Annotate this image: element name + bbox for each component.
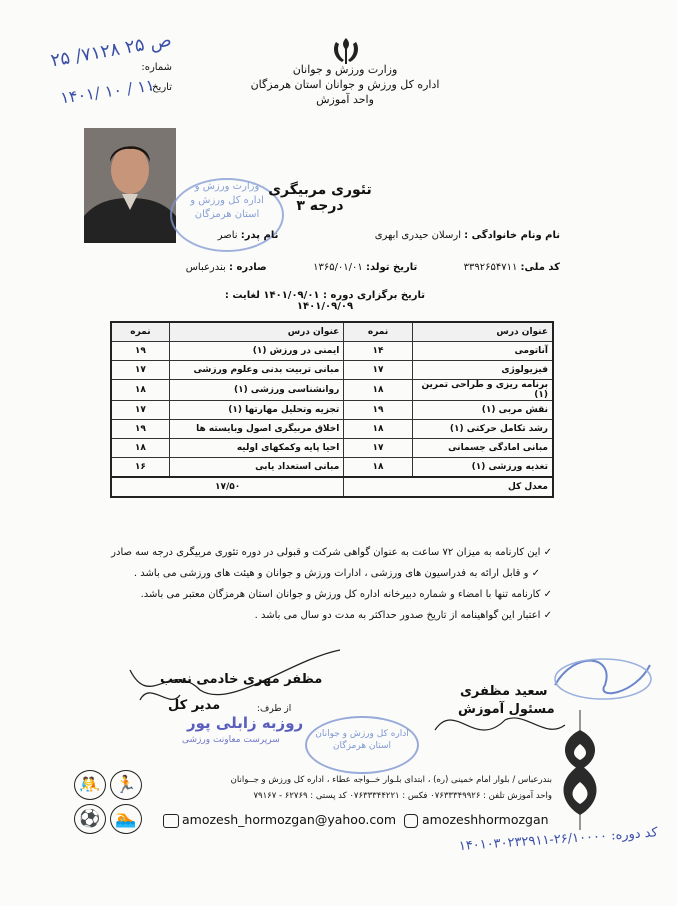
date-label: تاریخ: [148, 82, 172, 93]
wrestling-icon: 🤼 [74, 770, 106, 800]
grade-cell: ۱۷ [344, 439, 412, 458]
ministry-name: وزارت ورزش و جوانان [292, 63, 398, 76]
course-from: ۱۴۰۱/۰۹/۰۱ [263, 290, 320, 301]
email-contact[interactable] [163, 812, 396, 828]
email-icon [163, 814, 179, 828]
instagram-handle: amozeshhormozgan [422, 812, 549, 827]
director-name: مظفر مهری خادمی نسب [160, 672, 323, 687]
course-cell: فیزیولوژی [412, 361, 553, 380]
course-cell: تجزیه وتحلیل مهارتها (۱) [169, 401, 343, 420]
id-line [80, 262, 560, 273]
table-header-row [111, 322, 553, 342]
id-value: ۳۳۹۲۶۵۴۷۱۱ [463, 262, 518, 273]
course-cell: احیا پایه وکمکهای اولیه [169, 439, 343, 458]
course-code-number: ۲۶/۱۰۰۰۰-۱۴۰۱۰۳۰۲۳۲۹۱۱ [458, 828, 608, 855]
table-row [111, 458, 553, 478]
grade-cell: ۱۴ [344, 342, 412, 361]
unit-name: واحد آموزش [316, 93, 374, 106]
course-cell: مبانی تربیت بدنی وعلوم ورزشی [169, 361, 343, 380]
grade-cell: ۱۹ [111, 420, 169, 439]
birth-label: تاریخ تولد: [365, 262, 418, 273]
course-cell: رشد تکامل حرکتی (۱) [412, 420, 553, 439]
grade-cell: ۱۶ [111, 458, 169, 478]
football-icon: ⚽ [74, 804, 106, 834]
course-cell: برنامه ریزی و طراحی تمرین (۱) [412, 380, 553, 401]
course-date-line [205, 290, 445, 312]
stamp-blue-scribble [545, 645, 660, 705]
footer-contact: واحد آموزش تلفن : ۰۷۶۳۳۳۴۹۹۲۶ فکس : ۰۷۶۳۳۳۴۴۲۲۱ کد پستی : ۶۲۷۶۹ - ۷۹۱۶۷ [253, 791, 552, 801]
id-label: کد ملی: [520, 262, 560, 273]
father-value: ناصر [217, 230, 238, 241]
table-row [111, 361, 553, 380]
official-stamp-bottom [305, 716, 419, 774]
note-item: ✓ کارنامه تنها با امضاء و شماره دبیرخانه اداره کل ورزش و جوانان استان هرمزگان معتبر می باشد. [110, 584, 552, 605]
note-item: ✓ این کارنامه به میزان ۷۲ ساعت به عنوان گواهی شرکت و قبولی در دوره تئوری مربیگری درجه سه صادر [110, 542, 552, 563]
stamp-signer-name: روزبه زابلی پور [187, 714, 304, 732]
header-course-right: عنوان درس [412, 322, 553, 342]
grades-table [110, 321, 554, 498]
course-cell: تغذیه ورزشی (۱) [412, 458, 553, 478]
education-officer-name: سعید مظفری [460, 684, 548, 699]
stamp-bottom-line2: استان هرمزگان [332, 741, 392, 751]
course-to: ۱۴۰۱/۰۹/۰۹ [296, 301, 354, 312]
name-line [80, 230, 560, 241]
table-row [111, 380, 553, 401]
course-cell: اخلاق مربیگری اصول وبایسته ها [169, 420, 343, 439]
handwritten-date: ۱۴۰۱/ ۱۰ / ۱۱ [59, 75, 156, 108]
grade-cell: ۱۸ [111, 380, 169, 401]
grade-cell: ۱۸ [344, 380, 412, 401]
course-label: تاریخ برگزاری دوره : [323, 290, 426, 301]
director-title: مدیر کل [168, 698, 221, 713]
grade-cell: ۱۷ [344, 361, 412, 380]
birth-value: ۱۳۶۵/۰۱/۰۱ [313, 262, 363, 273]
grade-cell: ۱۷ [111, 401, 169, 420]
average-value: ۱۷/۵۰ [111, 477, 344, 497]
grade-cell: ۱۸ [344, 458, 412, 478]
running-icon: 🏃 [110, 770, 142, 800]
course-cell: آناتومی [412, 342, 553, 361]
header-grade-right: نمره [344, 322, 412, 342]
instagram-contact[interactable] [404, 812, 549, 828]
course-code-line [378, 825, 658, 859]
course-cell: مبانی امادگی جسمانی [412, 439, 553, 458]
ornament-icon [550, 710, 610, 830]
on-behalf-label: از طرف: [257, 704, 292, 714]
instagram-icon [404, 814, 418, 828]
notes-list [110, 542, 552, 626]
course-cell: روانشناسی ورزشی (۱) [169, 380, 343, 401]
average-row [111, 477, 553, 497]
course-cell: مبانی استعداد یابی [169, 458, 343, 478]
stamp-bottom-line1: اداره کل ورزش و جوانان [315, 729, 409, 739]
sports-icons [74, 770, 144, 834]
person-icon [84, 128, 176, 243]
header-course-left: عنوان درس [169, 322, 343, 342]
course-cell: ایمنی در ورزش (۱) [169, 342, 343, 361]
grade-cell: ۱۹ [344, 401, 412, 420]
department-name: اداره کل ورزش و جوانان استان هرمزگان [250, 78, 440, 91]
swimming-icon: 🏊 [110, 804, 142, 834]
table-row [111, 342, 553, 361]
footer-address-block [160, 772, 552, 804]
note-item: ✓ و قابل ارائه به فدراسیون های ورزشی ، ادارات ورزش و جوانان و هیئت های ورزشی می باشد . [110, 563, 552, 584]
email-address: amozesh_hormozgan@yahoo.com [182, 812, 397, 827]
table-row [111, 420, 553, 439]
education-officer-title: مسئول آموزش [458, 702, 555, 717]
stamp-top-line2: اداره کل ورزش و [190, 195, 264, 206]
father-label: نام پدر: [240, 230, 279, 241]
name-value: ارسلان حیدری ابهری [374, 230, 461, 241]
course-code-label: کد دوره: [610, 825, 659, 844]
profile-photo [84, 128, 176, 243]
stamp-top-line1: وزارت ورزش و [194, 181, 260, 192]
average-label: معدل کل [344, 477, 553, 497]
grade-cell: ۱۸ [344, 420, 412, 439]
grade-cell: ۱۸ [111, 439, 169, 458]
grade-cell: ۱۷ [111, 361, 169, 380]
stamp-signer-title: سرپرست معاونت ورزشی [182, 735, 280, 745]
number-label: شماره: [141, 62, 172, 73]
certificate-title: تئوری مربیگری درجه ۳ [268, 182, 372, 214]
handwritten-number: ۲۵ /۷۱۲۸ ص ۲۵ [49, 29, 174, 72]
note-item: ✓ اعتبار این گواهینامه از تاریخ صدور حداکثر به مدت دو سال می باشد . [110, 605, 552, 626]
issued-label: صادره : [229, 262, 267, 273]
course-to-label: لغایت : [224, 290, 260, 301]
table-row [111, 401, 553, 420]
stamp-top-line3: استان هرمزگان [194, 209, 260, 220]
course-cell: نقش مربی (۱) [412, 401, 553, 420]
letterhead [250, 62, 440, 107]
grade-cell: ۱۹ [111, 342, 169, 361]
name-label: نام ونام خانوادگی : [464, 230, 560, 241]
table-row [111, 439, 553, 458]
footer-address: بندرعباس / بلوار امام خمینی (ره) ، ابتدای بلـوار خــواجه عطاء ، اداره کل ورزش و جــوانان [230, 775, 552, 785]
header-grade-left: نمره [111, 322, 169, 342]
issued-value: بندرعباس [185, 262, 226, 273]
